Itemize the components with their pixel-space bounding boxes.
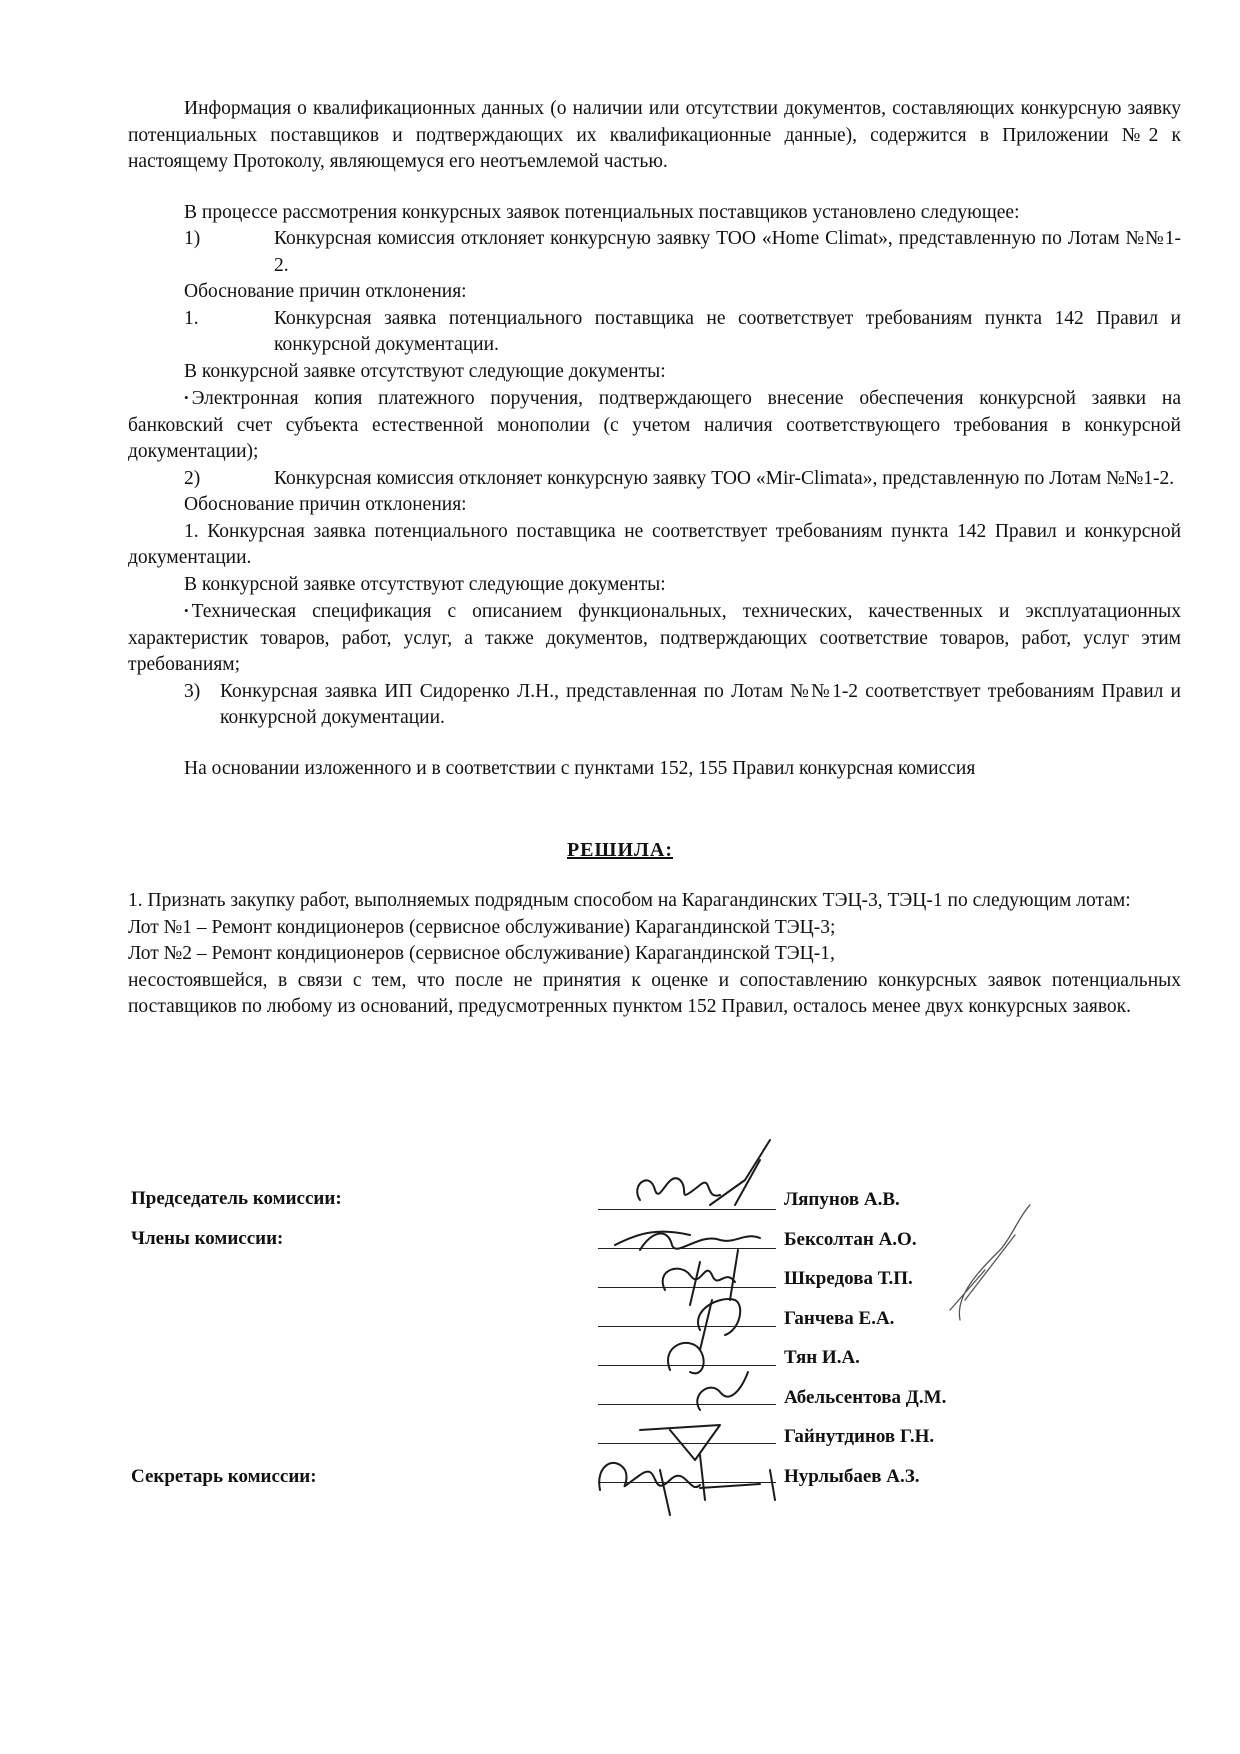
member-name: Гайнутдинов Г.Н.	[784, 1426, 935, 1447]
member-name: Ляпунов А.В.	[784, 1189, 900, 1210]
signature-mark	[663, 1262, 735, 1305]
signature-line	[598, 1404, 776, 1405]
item-1-reason	[128, 306, 1181, 359]
decision-lot-1: Лот №1 – Ремонт кондиционеров (сервисное обслуживание) Карагандинской ТЭЦ-3;	[128, 916, 836, 938]
members-label: Члены комиссии:	[131, 1228, 284, 1249]
item-1-number: 1)	[184, 228, 201, 249]
signature-line	[598, 1443, 776, 1444]
item-2-missing-title: В конкурсной заявке отсутствуют следующие документы:	[184, 573, 666, 595]
chairman-label: Председатель комиссии:	[131, 1188, 342, 1209]
item-3	[128, 679, 1181, 732]
item-2-missing-doc	[128, 598, 1181, 679]
item-1-reason-title: Обоснование причин отклонения:	[184, 281, 467, 302]
decision-paragraph-1: 1. Признать закупку работ, выполняемых подрядным способом на Карагандинских ТЭЦ-3, ТЭЦ-1 по следующим лотам:	[128, 890, 1131, 911]
bullet-icon: •	[184, 603, 189, 618]
signature-line	[598, 1365, 776, 1366]
signature-mark	[637, 1140, 770, 1205]
intro-paragraph: Информация о квалификационных данных (о наличии или отсутствии документов, составляющих конкурсную заявку потенциальных поставщиков и подтверждающих их квалификационные данные), содержится в Приложении №2 к настоящему Протоколу, являющемуся его неотъемлемой частью.	[128, 98, 1181, 172]
member-name: Бексолтан А.О.	[784, 1228, 917, 1250]
decision-section	[128, 888, 1181, 1021]
signature-mark	[950, 1205, 1030, 1320]
item-3-text: Конкурсная заявка ИП Сидоренко Л.Н., представленная по Лотам №№1-2 соответствует требованиям Правил и конкурсной документации.	[220, 680, 1181, 728]
item-2-reason-title: Обоснование причин отклонения:	[184, 494, 467, 515]
member-names	[784, 1180, 946, 1496]
item-1-reason-text: Конкурсная заявка потенциального поставщика не соответствует требованиям пункта 142 Правил и конкурсной документации.	[274, 307, 1181, 355]
secretary-label: Секретарь комиссии:	[131, 1466, 317, 1487]
item-2-reason-text: 1. Конкурсная заявка потенциального поставщика не соответствует требованиям пункта 142 Правил и конкурсной документации.	[128, 520, 1181, 568]
item-1-missing-doc	[128, 385, 1181, 466]
item-2-number: 2)	[184, 467, 201, 489]
item-1-reason-number: 1.	[184, 307, 199, 329]
item-2	[128, 466, 1181, 493]
member-name: Шкредова Т.П.	[784, 1268, 913, 1289]
decision-paragraph-2: несостоявшейся, в связи с тем, что после не принятия к оценке и сопоставлению конкурсных заявок потенциальных поставщиков по любому из оснований, предусмотренных пунктом 152 Правил, осталось менее двух конкурсных заявок.	[128, 969, 1181, 1017]
signature-mark	[698, 1250, 740, 1335]
signature-mark	[599, 1463, 775, 1515]
member-name: Нурлыбаев А.З.	[784, 1465, 920, 1487]
member-name: Абельсентова Д.М.	[784, 1386, 947, 1408]
review-intro: В процессе рассмотрения конкурсных заявок потенциальных поставщиков установлено следующее:	[184, 201, 1020, 223]
signature-mark	[668, 1300, 712, 1373]
signature-line	[598, 1326, 776, 1327]
basis-paragraph: На основании изложенного и в соответствии с пунктами 152, 155 Правил конкурсная комиссия	[184, 757, 976, 779]
item-1-missing-title: В конкурсной заявке отсутствуют следующие документы:	[184, 360, 666, 382]
bullet-icon: •	[184, 390, 189, 405]
findings-section	[128, 96, 1181, 782]
signature-line	[598, 1209, 776, 1210]
member-name: Тян И.А.	[784, 1347, 860, 1368]
item-3-number: 3)	[184, 680, 201, 702]
item-2-text: Конкурсная комиссия отклоняет конкурсную заявку ТОО «Mir-Climata», представленную по Лотам №№1-2.	[274, 467, 1175, 489]
signature-mark	[640, 1425, 720, 1500]
item-1-text: Конкурсная комиссия отклоняет конкурсную заявку ТОО «Home Climat», представленную по Лотам №№1-2.	[274, 228, 1181, 276]
signature-line	[598, 1287, 776, 1288]
signature-line	[598, 1482, 776, 1483]
item-2-missing-doc-text: Техническая спецификация с описанием функциональных, технических, качественных и эксплуатационных характеристик товаров, работ, услуг, а также документов, подтверждающих соответствие товаров, работ, услуг этим требованиям;	[128, 601, 1181, 675]
item-1	[128, 226, 1181, 279]
item-1-missing-doc-text: Электронная копия платежного поручения, подтверждающего внесение обеспечения конкурсной заявки на банковский счет субъекта естественной монополии (с учетом наличия соответствующего требования в конкурсной документации);	[128, 388, 1181, 462]
decision-heading: РЕШИЛА:	[566, 839, 674, 861]
signature-line	[598, 1248, 776, 1249]
decision-lot-2: Лот №2 – Ремонт кондиционеров (сервисное обслуживание) Карагандинской ТЭЦ-1,	[128, 943, 835, 964]
member-name: Ганчева Е.А.	[784, 1307, 895, 1329]
